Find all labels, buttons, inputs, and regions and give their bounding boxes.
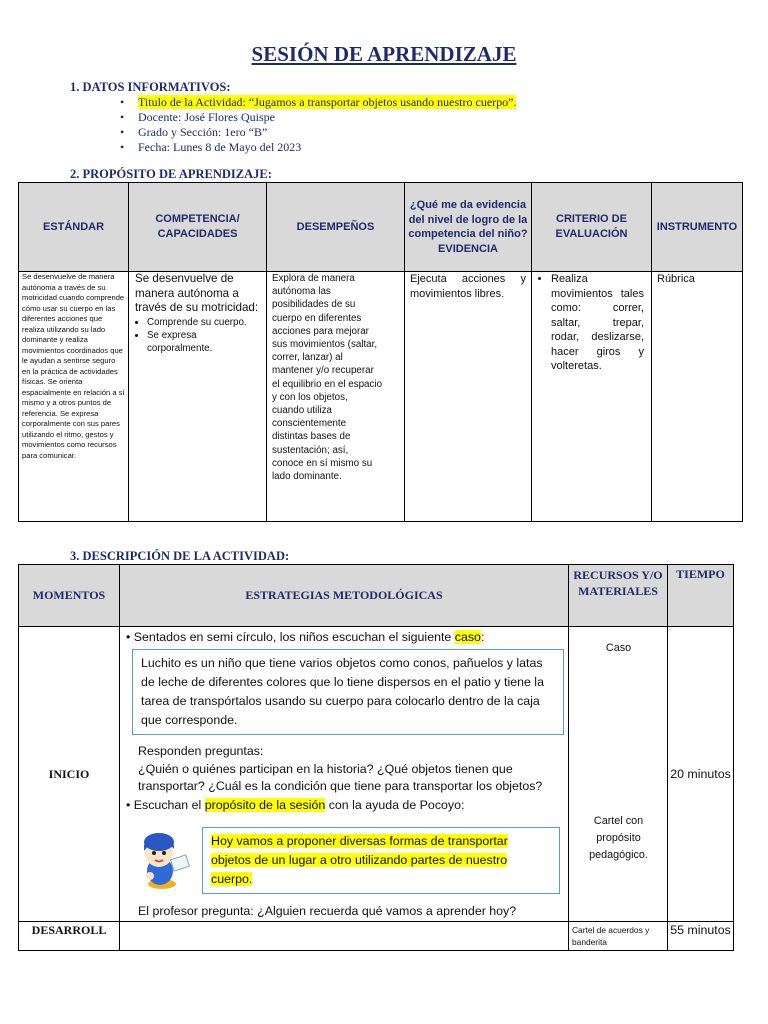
datos-fecha: • Fecha: Lunes 8 de Mayo del 2023 — [118, 140, 516, 155]
capacidad-item: • Se expresa corporalmente. — [147, 329, 263, 355]
proposito-highlight: propósito de la sesión — [204, 798, 326, 812]
cell-instrumento: Rúbrica — [652, 272, 743, 522]
cell-competencia — [129, 272, 267, 522]
preguntas-text: ¿Quién o quiénes participan en la historia? ¿Qué objetos tienen que transportar? ¿Cuál es la condición que tiene para transportar los objetos? — [138, 761, 543, 793]
datos-list — [118, 95, 516, 155]
capacidades-list — [135, 316, 263, 356]
actividad-table — [18, 564, 734, 951]
header-estandar: ESTÁNDAR — [19, 183, 129, 272]
inicio-line1 — [126, 629, 566, 645]
section-2-heading: 2. PROPÓSITO DE APRENDIZAJE: — [70, 167, 272, 181]
desarrollo-tiempo: 55 minutos — [668, 922, 734, 951]
bullet-icon: • — [126, 798, 134, 812]
header-criterio: CRITERIO DE EVALUACIÓN — [532, 183, 652, 272]
inicio-row — [19, 627, 734, 922]
pocoyo-character-icon — [134, 831, 196, 891]
criterio-list — [535, 272, 648, 374]
header-instrumento: INSTRUMENTO — [652, 183, 743, 272]
line1-text: Sentados en semi círculo, los niños escuchan el siguiente — [133, 630, 455, 644]
momento-desarrollo: DESARROLL — [19, 922, 120, 951]
actividad-header-row — [19, 565, 734, 627]
capacidad-item: • Comprende su cuerpo. — [147, 316, 263, 329]
proposito-table — [18, 182, 743, 522]
datos-grado: • Grado y Sección: 1ero “B” — [118, 125, 516, 140]
desarrollo-recursos: Cartel de acuerdos y banderita — [569, 922, 668, 951]
criterio-item: • Realiza movimientos tales como: correr, saltar, trepar, rodar, deslizarse, hacer giros y volteretas. — [551, 272, 644, 374]
cell-evidencia: Ejecuta acciones y movimientos libres. — [405, 272, 532, 522]
cell-estandar: Se desenvuelve de manera autónoma a través de su motricidad cuando comprende cómo usar su cuerpo en las diferentes acciones que realiza utilizando su lado dominante y realiza movimientos coordinados que le ayudan a sentirse seguro en la práctica de actividades físicas. Se orienta espacialmente en relación a sí mismo y a otros puntos de referencia. Se expresa corporalmente con sus pares utilizando el ritmo, gestos y movimientos como recursos para comunicar. — [19, 272, 129, 522]
desarrollo-row — [19, 922, 734, 951]
proposito-header-row — [19, 183, 743, 272]
competencia-text: Se desenvuelve de manera autónoma a través de su motricidad: — [135, 272, 259, 314]
section-3-heading: 3. DESCRIPCIÓN DE LA ACTIVIDAD: — [70, 549, 290, 563]
proposito-line — [126, 797, 566, 814]
inicio-tiempo: 20 minutos — [668, 627, 734, 922]
header-estrategias: ESTRATEGIAS METODOLÓGICAS — [120, 565, 569, 627]
inicio-estrategias — [120, 627, 569, 922]
cell-desempenos: Explora de manera autónoma las posibilidades de su cuerpo en diferentes acciones para mejorar sus movimientos (saltar, correr, lanzar) al mantener y/o recuperar el equilibrio en el espacio y con los objetos, cuando utiliza conscientemente distintas bases de sustentación; así, conoce en sí mismo su lado dominante. — [267, 272, 405, 522]
header-momentos: MOMENTOS — [19, 565, 120, 627]
momento-inicio: INICIO — [19, 627, 120, 922]
page-title: SESIÓN DE APRENDIZAJE — [251, 42, 517, 66]
proposito-text: Hoy vamos a proponer diversas formas de transportar objetos de un lugar a otro utilizando partes de nuestro cuerpo. — [211, 834, 508, 886]
section-1-heading: 1. DATOS INFORMATIVOS: — [70, 80, 231, 94]
profesor-line: El profesor pregunta: ¿Alguien recuerda qué vamos a aprender hoy? — [138, 904, 517, 918]
responden-label: Responden preguntas: — [138, 744, 264, 758]
line1-colon: : — [480, 630, 485, 644]
header-competencia: COMPETENCIA/ CAPACIDADES — [129, 183, 267, 272]
header-recursos: RECURSOS Y/O MATERIALES — [569, 565, 668, 627]
preguntas-block — [138, 743, 564, 796]
desarrollo-estrategias — [120, 922, 569, 951]
proposito-body-row — [19, 272, 743, 522]
caso-box: Luchito es un niño que tiene varios objetos como conos, pañuelos y latas de leche de diferentes colores que lo tiene dispersos en el patio y tiene la tarea de transpórtalos usando su cuerpo para colocarlo dentro de la caja que corresponde. — [132, 649, 564, 735]
header-desempenos: DESEMPEÑOS — [267, 183, 405, 272]
actividad-value: “Jugamos a transportar objetos usando nuestro cuerpo”. — [248, 95, 517, 109]
datos-actividad — [118, 95, 516, 110]
cell-criterio — [532, 272, 652, 522]
proposito-post: con la ayuda de Pocoyo: — [325, 798, 465, 812]
proposito-pre: Escuchan el — [133, 798, 205, 812]
bullet-icon: • — [126, 630, 134, 644]
recurso-cartel: Cartel con propósito pedagógico. — [589, 815, 648, 861]
datos-docente: • Docente: José Flores Quispe — [118, 110, 516, 125]
proposito-box — [202, 827, 560, 894]
recurso-caso: Caso — [605, 642, 632, 654]
actividad-label: Titulo de la Actividad: — [138, 95, 249, 109]
inicio-recursos — [569, 627, 668, 922]
header-tiempo: TIEMPO — [668, 565, 734, 627]
header-evidencia: ¿Qué me da evidencia del nivel de logro de la competencia del niño? EVIDENCIA — [405, 183, 532, 272]
caso-highlight: caso — [454, 630, 481, 644]
